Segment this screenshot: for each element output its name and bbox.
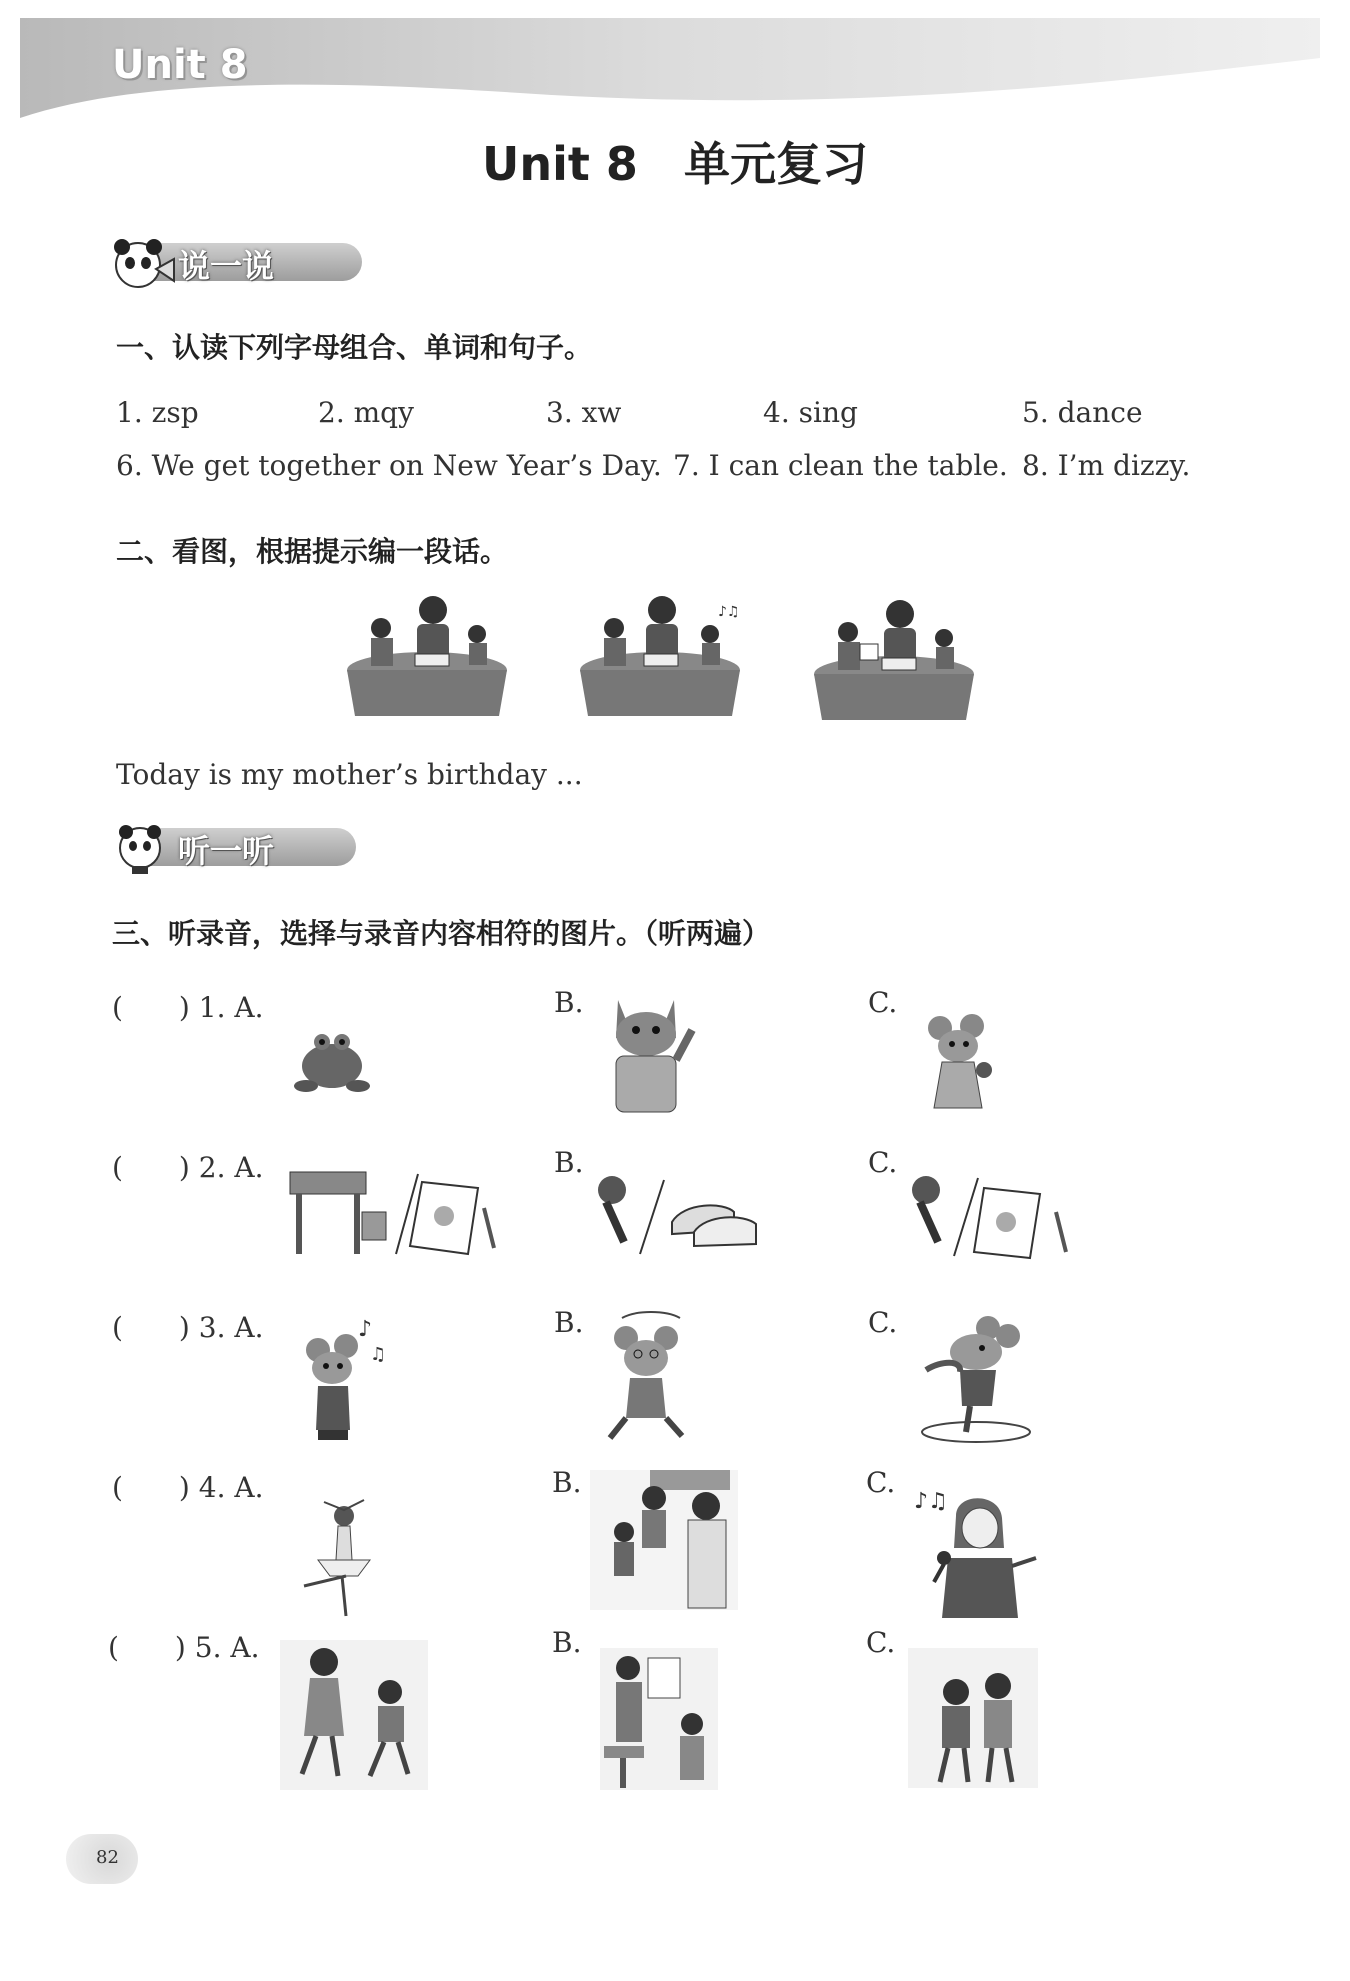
mouse-dancing-picture <box>912 1310 1052 1450</box>
svg-text:♪: ♪ <box>358 1317 373 1342</box>
q3-row4-label-b: B. <box>552 1466 582 1499</box>
page-title <box>0 128 1350 194</box>
cat-picture <box>596 990 696 1114</box>
q1-item-1: 1. zsp <box>116 396 199 429</box>
table-and-drawing-picture <box>288 1168 512 1260</box>
q3-row3-label-b: B. <box>554 1306 584 1339</box>
page-number-badge <box>66 1834 138 1884</box>
q3-row1-bracket: ( ) 1. A. <box>112 991 264 1024</box>
q3-row4-label-c: C. <box>866 1466 896 1499</box>
q3-row4-bracket: ( ) 4. A. <box>112 1471 264 1504</box>
q2-prompt: Today is my mother’s birthday ... <box>116 758 583 791</box>
q3-row2-bracket: ( ) 2. A. <box>112 1151 264 1184</box>
q3-row5-label-c: C. <box>866 1626 896 1659</box>
children-drawing-picture <box>600 1648 718 1790</box>
panda-listening-icon <box>114 820 170 876</box>
svg-text:♪♫: ♪♫ <box>718 604 740 620</box>
svg-text:♫: ♫ <box>370 1344 387 1365</box>
q2-heading: 二、看图，根据提示编一段话。 <box>116 535 509 568</box>
unit-tab-label: Unit 8 <box>112 42 248 88</box>
q3-row1-label-b: B. <box>554 986 584 1019</box>
q3-row3-label-c: C. <box>868 1306 898 1339</box>
q1-item-3: 3. xw <box>546 396 622 429</box>
page-title-en: Unit 8 <box>482 137 638 191</box>
q1-item-4: 4. sing <box>763 396 858 429</box>
q3-row2-label-b: B. <box>554 1146 584 1179</box>
q1-item-7: 7. I can clean the table. <box>673 449 1008 482</box>
section-badge-listen-text: 听一听 <box>178 832 275 870</box>
birthday-picture-1 <box>345 588 509 724</box>
birthday-picture-2 <box>578 590 742 724</box>
section-badge-speak <box>108 235 364 283</box>
q3-row5-bracket: ( ) 5. A. <box>108 1631 260 1664</box>
children-walking-picture <box>908 1648 1038 1788</box>
svg-text:♪♫: ♪♫ <box>914 1489 948 1514</box>
q3-row3-bracket: ( ) 3. A. <box>112 1311 264 1344</box>
section-badge-speak-text: 说一说 <box>178 247 275 285</box>
frog-picture <box>294 1026 370 1096</box>
girl-singing-picture <box>910 1478 1040 1618</box>
children-dancing-picture <box>280 1640 428 1790</box>
q1-item-2: 2. mqy <box>318 396 414 429</box>
taking-photo-picture <box>590 1470 738 1610</box>
birthday-picture-3 <box>812 596 976 728</box>
microphone-and-shoes-picture <box>594 1172 764 1260</box>
q3-row1-label-c: C. <box>868 986 898 1019</box>
mouse-dizzy-picture <box>596 1308 706 1446</box>
page-number: 82 <box>96 1847 119 1868</box>
q1-heading: 一、认读下列字母组合、单词和句子。 <box>116 331 593 364</box>
ballet-dancer-picture <box>294 1496 384 1620</box>
q1-item-6: 6. We get together on New Year’s Day. <box>116 449 662 482</box>
section-badge-listen <box>108 820 358 868</box>
page-title-cn: 单元复习 <box>683 137 868 191</box>
mouse-singing-picture <box>300 1306 400 1446</box>
q1-item-8: 8. I’m dizzy. <box>1022 449 1191 482</box>
q3-row2-label-c: C. <box>868 1146 898 1179</box>
mouse-picture <box>916 1012 1002 1116</box>
q3-heading: 三、听录音，选择与录音内容相符的图片。（听两遍） <box>112 917 771 950</box>
panda-megaphone-icon <box>108 235 178 291</box>
q3-row5-label-b: B. <box>552 1626 582 1659</box>
q1-item-5: 5. dance <box>1022 396 1143 429</box>
microphone-and-drawing-picture <box>908 1172 1084 1262</box>
